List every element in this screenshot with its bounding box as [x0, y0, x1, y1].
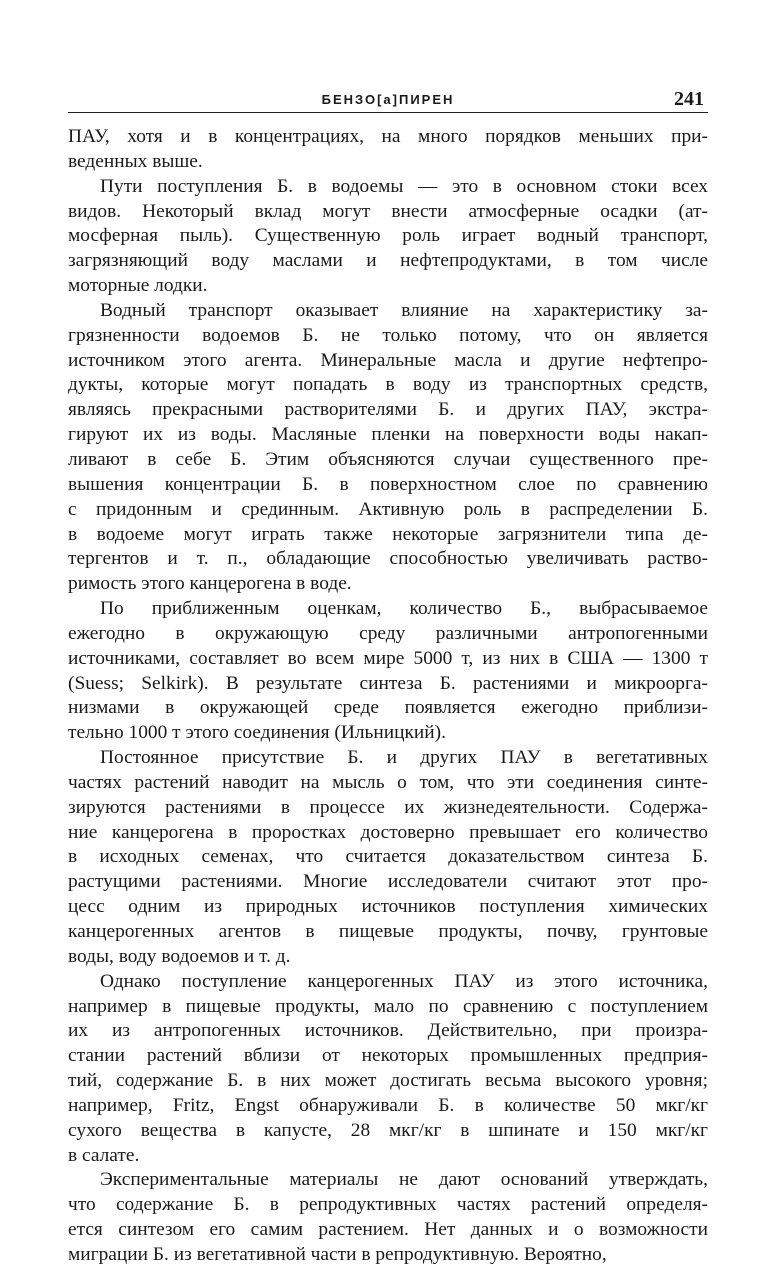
- text-line: Водный транспорт оказывает влияние на характеристику за-: [100, 299, 708, 321]
- paragraph: [68, 175, 708, 299]
- text-line: римость этого канцерогена в воде.: [68, 573, 352, 595]
- paragraph: [68, 746, 708, 970]
- text-line: низмами в окружающей среде появляется ежегодно приблизи-: [68, 697, 708, 719]
- text-line: источником этого агента. Минеральные масла и другие нефтепро-: [68, 349, 708, 371]
- text-line: моторные лодки.: [68, 275, 208, 297]
- running-head: [68, 88, 708, 113]
- text-line: в водоеме могут играть также некоторые загрязнители типа де-: [68, 523, 708, 545]
- text-line: сухого вещества в капусте, 28 мкг/кг в шпинате и 150 мкг/кг: [68, 1119, 708, 1141]
- text-line: ется синтезом его самим растением. Нет данных и о возможности: [68, 1219, 708, 1241]
- text-line: тий, содержание Б. в них может достигать весьма высокого уровня;: [68, 1070, 708, 1092]
- text-line: стании растений вблизи от некоторых промышленных предприя-: [68, 1045, 708, 1067]
- text-line: зируются растениями в процессе их жизнедеятельности. Содержа-: [68, 796, 708, 818]
- paragraph: [68, 1168, 708, 1267]
- text-line: Пути поступления Б. в водоемы — это в основном стоки всех: [100, 175, 708, 197]
- text-line: загрязняющий воду маслами и нефтепродуктами, в том числе: [68, 250, 708, 272]
- text-line: ПАУ, хотя и в концентрациях, на много порядков меньших при-: [68, 126, 708, 147]
- paragraph: [68, 597, 708, 746]
- paragraph: [68, 299, 708, 597]
- text-line: частях растений наводит на мысль о том, что эти соединения синте-: [68, 771, 708, 793]
- paragraph: [68, 970, 708, 1169]
- text-line: являясь прекрасными растворителями Б. и других ПАУ, экстра-: [68, 399, 708, 421]
- paragraph: [68, 125, 708, 175]
- text-line: воды, воду водоемов и т. д.: [68, 945, 291, 967]
- text-line: например, Fritz, Engst обнаруживали Б. в количестве 50 мкг/кг: [68, 1094, 708, 1116]
- text-line: например в пищевые продукты, мало по сравнению с поступлением: [68, 995, 708, 1017]
- text-line: их из антропогенных источников. Действительно, при произра-: [68, 1020, 708, 1042]
- text-line: тельно 1000 т этого соединения (Ильницкий).: [68, 722, 446, 744]
- text-line: Постоянное присутствие Б. и других ПАУ в вегетативных: [100, 747, 708, 769]
- text-line: ливают в себе Б. Этим объясняются случаи существенного пре-: [68, 448, 708, 470]
- text-line: в салате.: [68, 1144, 140, 1166]
- text-line: веденных выше.: [68, 150, 203, 172]
- body-text: [68, 125, 708, 1268]
- text-line: (Suess; Selkirk). В результате синтеза Б. растениями и микроорга-: [68, 672, 708, 694]
- text-line: канцерогенных агентов в пищевые продукты, почву, грунтовые: [68, 921, 708, 942]
- page-number: 241: [674, 88, 704, 110]
- text-line: мосферная пыль). Существенную роль играет водный транспорт,: [68, 225, 708, 247]
- text-line: тергентов и т. п., обладающие способностью увеличивать раство-: [68, 548, 708, 570]
- text-line: растущими растениями. Многие исследователи считают этот про-: [68, 871, 708, 893]
- text-line: видов. Некоторый вклад могут внести атмосферные осадки (ат-: [68, 200, 708, 222]
- text-line: цесс одним из природных источников поступления химических: [68, 896, 708, 918]
- text-line: что содержание Б. в репродуктивных частях растений определя-: [68, 1194, 708, 1216]
- text-line: дукты, которые могут попадать в воду из транспортных средств,: [68, 374, 708, 396]
- text-line: в исходных семенах, что считается доказательством синтеза Б.: [68, 846, 708, 868]
- text-line: источниками, составляет во всем мире 5000 т, из них в США — 1300 т: [68, 647, 708, 669]
- text-line: вышения концентрации Б. в поверхностном слое по сравнению: [68, 473, 708, 495]
- text-line: миграции Б. из вегетативной части в репродуктивную. Вероятно,: [68, 1243, 607, 1265]
- text-line: Однако поступление канцерогенных ПАУ из этого источника,: [100, 970, 708, 992]
- text-line: ежегодно в окружающую среду различными антропогенными: [68, 622, 708, 644]
- text-line: с придонным и срединным. Активную роль в распределении Б.: [68, 498, 708, 520]
- running-head-title: БЕНЗО[а]ПИРЕН: [321, 92, 455, 107]
- text-line: гируют их из воды. Масляные пленки на поверхности воды накап-: [68, 424, 708, 446]
- text-line: Экспериментальные материалы не дают оснований утверждать,: [100, 1169, 708, 1191]
- document-page: [68, 88, 708, 1268]
- text-line: ние канцерогена в проростках достоверно превышает его количество: [68, 821, 708, 843]
- text-line: грязненности водоемов Б. не только потому, что он является: [68, 324, 708, 346]
- text-line: По приближенным оценкам, количество Б., выбрасываемое: [100, 598, 708, 620]
